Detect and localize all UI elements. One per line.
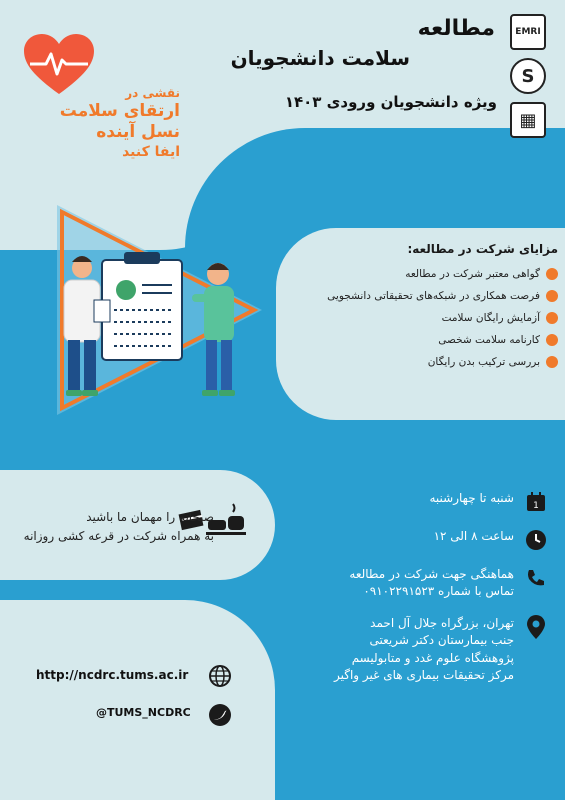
benefits-title: مزایای شرکت در مطالعه: xyxy=(407,242,558,256)
calendar-day: 1 xyxy=(533,501,539,511)
page-title-line-1: مطالعه xyxy=(417,16,495,41)
bullet-dot-icon xyxy=(546,290,558,302)
contact-text xyxy=(349,566,514,601)
calendar-icon xyxy=(524,490,548,514)
info-column xyxy=(300,490,548,698)
info-hours xyxy=(300,528,548,552)
bullet-dot-icon xyxy=(546,312,558,324)
address-line-3: پژوهشگاه علوم غدد و متابولیسم xyxy=(351,650,514,665)
logo-column xyxy=(507,10,549,146)
emri-logo xyxy=(510,14,546,50)
benefit-item xyxy=(286,334,558,346)
links-panel xyxy=(0,600,275,800)
slogan-line-1: نقشی در xyxy=(125,86,180,100)
website-link[interactable]: http://ncdrc.tums.ac.ir xyxy=(36,668,189,682)
globe-icon xyxy=(208,664,232,688)
page-title-line-2: سلامت دانشجویان xyxy=(230,46,410,70)
info-days xyxy=(300,490,548,514)
emri-logo-text: EMRI xyxy=(515,27,541,37)
slogan-line-2: ارتقای سلامت xyxy=(59,101,180,121)
benefit-text: کارنامه سلامت شخصی xyxy=(438,334,540,346)
benefit-item xyxy=(286,312,558,324)
university-logo xyxy=(510,102,546,138)
slogan-line-4: ایفا کنید xyxy=(122,143,180,160)
bullet-dot-icon xyxy=(546,356,558,368)
info-contact xyxy=(300,566,548,601)
benefit-text: فرصت همکاری در شبکه‌های تحقیقاتی دانشجویی xyxy=(327,290,540,302)
benefits-panel xyxy=(276,228,565,420)
benefit-text: بررسی ترکیب بدن رایگان xyxy=(427,356,540,368)
slogan-line-3: نسل آینده xyxy=(96,122,180,143)
slogan xyxy=(30,86,180,161)
benefit-item xyxy=(286,356,558,368)
breakfast-text xyxy=(14,508,214,545)
location-pin-icon xyxy=(524,615,548,639)
contact-line-2: تماس با شماره ۰۹۱۰۲۲۹۱۵۲۳ xyxy=(363,584,514,599)
center-logo xyxy=(510,58,546,94)
phone-icon xyxy=(524,566,548,590)
address-line-2: جنب بیمارستان دکتر شریعتی xyxy=(369,633,514,648)
university-logo-text: ▦ xyxy=(519,109,537,131)
twitter-icon xyxy=(208,703,232,727)
address-text xyxy=(334,615,514,685)
benefit-item xyxy=(286,290,558,302)
address-line-1: تهران، بزرگراه جلال آل احمد xyxy=(370,615,514,630)
breakfast-line-1: صبحانه را مهمان ما باشید xyxy=(86,510,214,524)
twitter-handle-link[interactable]: @TUMS_NCDRC xyxy=(96,706,191,719)
info-address xyxy=(300,615,548,685)
contact-line-1: هماهنگی جهت شرکت در مطالعه xyxy=(349,567,514,581)
bullet-dot-icon xyxy=(546,268,558,280)
days-text: شنبه تا چهارشنبه xyxy=(429,491,514,505)
doctor-patient-illustration xyxy=(22,190,272,420)
clock-icon xyxy=(524,528,548,552)
benefit-text: گواهی معتبر شرکت در مطالعه xyxy=(405,268,540,280)
benefit-item xyxy=(286,268,558,280)
page-subtitle: ویژه دانشجویان ورودی ۱۴۰۳ xyxy=(284,93,497,111)
hours-text: ساعت ۸ الی ۱۲ xyxy=(433,529,514,543)
center-logo-text: S xyxy=(521,65,535,87)
benefit-text: آزمایش رایگان سلامت xyxy=(441,312,540,324)
bullet-dot-icon xyxy=(546,334,558,346)
address-line-4: مرکز تحقیقات بیماری های غیر واگیر xyxy=(334,667,514,682)
breakfast-line-2: به همراه شرکت در قرعه کشی روزانه xyxy=(23,528,214,543)
